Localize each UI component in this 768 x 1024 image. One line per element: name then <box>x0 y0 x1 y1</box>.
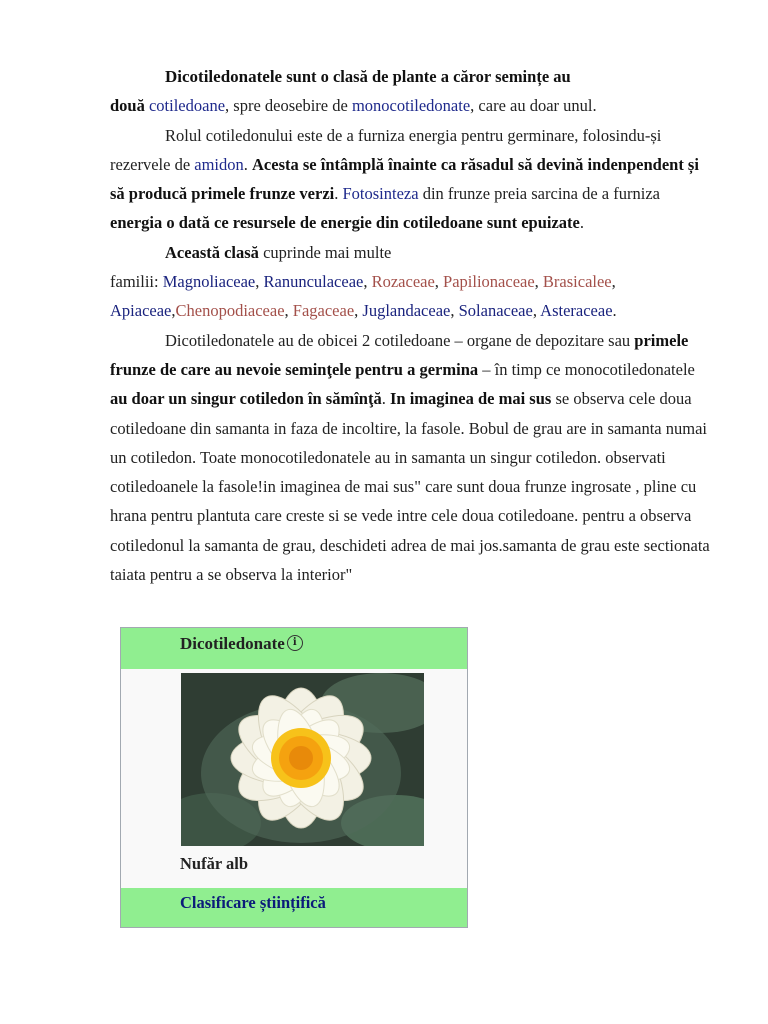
link-family-chenopodiaceae[interactable]: Chenopodiaceae <box>175 301 285 321</box>
intro-bold-text: sunt o clasă de plante a căror semințe au <box>282 67 571 86</box>
taxobox-header <box>121 628 467 669</box>
intro-doua: două <box>110 96 145 116</box>
family-separator: , <box>284 301 293 321</box>
link-family-brasicalee[interactable]: Brasicalee <box>542 272 612 292</box>
clasa-bold: Această clasă <box>165 242 259 262</box>
rol-text-4: din frunze preia sarcina de a furniza <box>418 184 660 204</box>
rol-text-1: Rolul cotiledonului este de a furniza energia pentru germinare, folosindu-și rezervele de <box>110 125 662 174</box>
term-dicotiledonatele: Dicotiledonatele <box>165 67 283 86</box>
cot-text-3: . <box>381 389 390 409</box>
family-separator: , <box>354 301 363 321</box>
family-separator: , <box>534 272 543 292</box>
cot-bold-3: In imaginea de mai sus <box>389 389 552 409</box>
water-lily-image[interactable] <box>181 673 424 846</box>
link-monocotiledonate[interactable]: monocotiledonate <box>351 96 471 116</box>
clasa-text: cuprinde mai multe <box>258 242 392 262</box>
family-separator: , <box>171 301 176 321</box>
paragraph-clasa <box>110 238 712 267</box>
taxobox-classification-header <box>121 888 467 927</box>
paragraph-rol <box>110 121 712 238</box>
link-family-solanaceae[interactable]: Solanaceae <box>458 301 533 321</box>
family-separator: , <box>255 272 264 292</box>
taxobox-title-text: Dicotiledonate <box>180 634 285 653</box>
image-caption: Nufăr alb <box>180 854 248 873</box>
link-family-asteraceae[interactable]: Asteraceae <box>540 301 613 321</box>
link-family-apiaceae[interactable]: Apiaceae <box>110 301 172 321</box>
link-family-juglandaceae[interactable]: Juglandaceae <box>362 301 451 321</box>
cot-bold-1: primele frunze de care au nevoie seminţele pentru a germina <box>110 330 689 379</box>
water-lily-svg <box>181 673 424 846</box>
cot-text-1: Dicotiledonatele au de obicei 2 cotiledoane – organe de depozitare sau <box>165 330 635 350</box>
link-family-magnoliaceae[interactable]: Magnoliaceae <box>162 272 256 292</box>
intro-text-spre: , spre deosebire de <box>225 96 352 116</box>
classification-title: Clasificare științifică <box>180 893 326 912</box>
family-separator: , <box>450 301 459 321</box>
paragraph-intro-line2 <box>110 91 712 120</box>
family-separator: , <box>434 272 444 292</box>
family-separator: , <box>532 301 541 321</box>
rol-text-3: . <box>334 184 343 204</box>
cot-bold-2: au doar un singur cotiledon în sămînţă <box>110 389 382 409</box>
link-amidon[interactable]: amidon <box>194 154 244 174</box>
paragraph-cotiledoane <box>110 326 712 590</box>
paragraph-intro <box>110 62 712 91</box>
family-separator: , <box>363 272 372 292</box>
link-fotosinteza[interactable]: Fotosinteza <box>342 184 419 204</box>
family-separator: , <box>611 272 616 292</box>
link-family-ranunculaceae[interactable]: Ranunculaceae <box>263 272 364 292</box>
taxobox <box>120 627 468 928</box>
link-cotiledoane[interactable]: cotiledoane <box>148 96 226 116</box>
rol-bold-1: Acesta se întâmplă înainte ca răsadul să devină indenpendent și să producă primele frunze verzi <box>110 154 699 204</box>
cot-text-4: se observa cele doua cotiledoane din samanta in faza de incoltire, la fasole. Bobul de grau are in samanta numai un cotiledon. Toate monocotiledonatele au in samanta un singur cotiledon. observati cotiledoanele la fasole!in imaginea de mai sus" care sunt doua frunze ingrosate , pline cu hrana pentru plantuta care creste si se vede intre cele doua cotiledoane. pentru a observa cotiledonul la samanta de grau, deschideti adrea de mai jos.samanta de grau este sectionata taiata pentru a se observa la interior" <box>110 389 710 585</box>
rol-bold-2: energia o dată ce resursele de energie din cotiledoane sunt epuizate <box>110 213 580 233</box>
info-circle-icon[interactable]: i <box>287 635 303 651</box>
rol-text-2: . <box>243 154 253 174</box>
paragraph-familii <box>110 267 712 326</box>
intro-text-end: , care au doar unul. <box>470 96 597 116</box>
article-body <box>110 62 712 589</box>
taxobox-title <box>180 634 303 654</box>
link-family-rozaceae[interactable]: Rozaceae <box>371 272 435 292</box>
family-separator: . <box>612 301 617 321</box>
cot-text-2: – în timp ce monocotiledonatele <box>478 359 695 379</box>
link-family-papilionaceae[interactable]: Papilionaceae <box>443 272 535 292</box>
link-family-fagaceae[interactable]: Fagaceae <box>292 301 355 321</box>
familii-label: familii: <box>110 272 163 292</box>
rol-text-5: . <box>579 213 584 233</box>
